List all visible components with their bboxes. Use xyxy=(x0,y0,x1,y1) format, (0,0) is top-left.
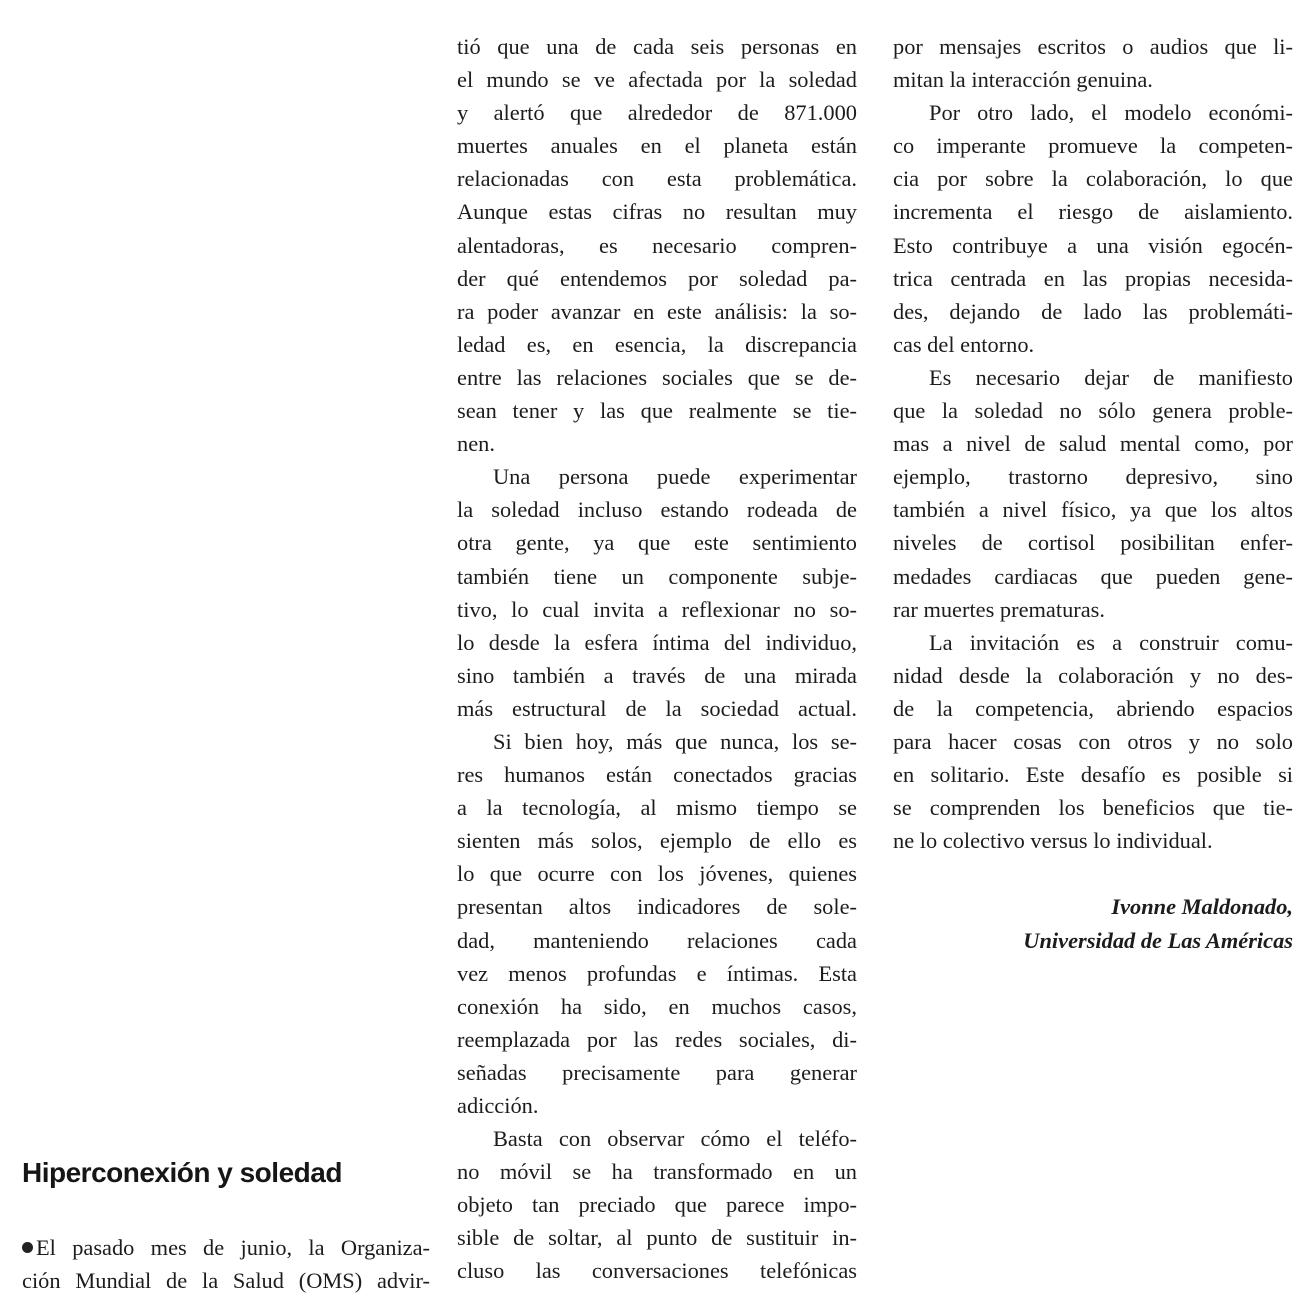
text-line: rar muertes prematuras. xyxy=(893,596,1105,622)
text-line: co imperante promueve la competen- xyxy=(893,133,1293,159)
text-line: por mensajes escritos o audios que li- xyxy=(893,34,1293,59)
text-line: Por otro lado, el modelo económi- xyxy=(929,100,1293,126)
text-line: lo que ocurre con los jóvenes, quienes xyxy=(457,861,857,887)
text-line: des, dejando de lado las problemáti- xyxy=(893,298,1293,324)
right-column xyxy=(893,30,1293,957)
text-line: sible de soltar, al punto de sustituir in- xyxy=(457,1225,857,1251)
middle-column xyxy=(457,30,857,1288)
text-line: que la soledad no sólo genera proble- xyxy=(893,398,1293,424)
intro-line-1: El pasado mes de junio, la Organiza- xyxy=(22,1231,430,1264)
text-line: de la competencia, abriendo espacios xyxy=(893,695,1293,721)
article-headline: Hiperconexión y soledad xyxy=(22,1157,342,1188)
text-line: señadas precisamente para generar xyxy=(457,1059,857,1085)
text-line: ne lo colectivo versus lo individual. xyxy=(893,828,1213,854)
text-line: res humanos están conectados gracias xyxy=(457,762,857,788)
intro-line-2: ción Mundial de la Salud (OMS) advir- xyxy=(22,1268,430,1293)
spacer xyxy=(893,857,1293,890)
text-line: ejemplo, trastorno depresivo, sino xyxy=(893,464,1293,490)
text-line: ra poder avanzar en este análisis: la so- xyxy=(457,298,857,324)
text-line: Si bien hoy, más que nunca, los se- xyxy=(493,728,857,754)
text-line: muertes anuales en el planeta están xyxy=(457,133,857,159)
text-line: para hacer cosas con otros y no solo xyxy=(893,728,1293,754)
bullet-icon xyxy=(22,1242,33,1253)
text-line: cas del entorno. xyxy=(893,331,1035,357)
text-line: dad, manteniendo relaciones cada xyxy=(457,927,857,953)
text-line: más estructural de la sociedad actual. xyxy=(457,695,857,721)
text-line: nen. xyxy=(457,431,495,457)
text-line: Es necesario dejar de manifiesto xyxy=(929,364,1293,390)
text-line: también tiene un componente subje- xyxy=(457,563,857,589)
text-line: reemplazada por las redes sociales, di- xyxy=(457,1026,857,1052)
text-line: Una persona puede experimentar xyxy=(493,464,857,490)
text-line: lo desde la esfera íntima del individuo, xyxy=(457,629,857,655)
text-line: se comprenden los beneficios que tie- xyxy=(893,795,1293,821)
text-line: presentan altos indicadores de sole- xyxy=(457,894,857,920)
text-line: La invitación es a construir comu- xyxy=(929,629,1293,655)
text-line: también a nivel físico, ya que los altos xyxy=(893,497,1293,523)
text-line: medades cardiacas que pueden gene- xyxy=(893,563,1293,589)
text-line: la soledad incluso estando rodeada de xyxy=(457,497,857,523)
text-line: der qué entendemos por soledad pa- xyxy=(457,265,857,291)
text-line: entre las relaciones sociales que se de- xyxy=(457,364,857,390)
text-line: adicción. xyxy=(457,1093,539,1118)
text-line: sean tener y las que realmente se tie- xyxy=(457,398,857,424)
text-line: cia por sobre la colaboración, lo que xyxy=(893,166,1293,192)
text-line: cluso las conversaciones telefónicas xyxy=(457,1258,857,1284)
text-line: ledad es, en esencia, la discrepancia xyxy=(457,331,857,357)
text-line: tivo, lo cual invita a reflexionar no so- xyxy=(457,596,857,622)
text-line: no móvil se ha transformado en un xyxy=(457,1159,857,1185)
text-line: tió que una de cada seis personas en xyxy=(457,34,857,59)
text-line: el mundo se ve afectada por la soledad xyxy=(457,67,857,93)
text-line: relacionadas con esta problemática. xyxy=(457,166,857,192)
text-line: y alertó que alrededor de 871.000 xyxy=(457,100,857,126)
text-line: objeto tan preciado que parece impo- xyxy=(457,1192,857,1218)
text-line: alentadoras, es necesario compren- xyxy=(457,232,857,258)
text-line: mas a nivel de salud mental como, por xyxy=(893,431,1293,457)
text-line: nidad desde la colaboración y no des- xyxy=(893,662,1293,688)
text-line: trica centrada en las propias necesida- xyxy=(893,265,1293,291)
text-line: mitan la interacción genuina. xyxy=(893,67,1153,93)
text-line: sienten más solos, ejemplo de ello es xyxy=(457,828,857,854)
text-line: Basta con observar cómo el teléfo- xyxy=(493,1126,857,1152)
signature-name: Ivonne Maldonado, xyxy=(1111,894,1293,920)
text-line: conexión ha sido, en muchos casos, xyxy=(457,993,857,1019)
text-line: vez menos profundas e íntimas. Esta xyxy=(457,960,857,986)
text-line: sino también a través de una mirada xyxy=(457,662,857,688)
text-line: incrementa el riesgo de aislamiento. xyxy=(893,199,1293,225)
text-line: Esto contribuye a una visión egocén- xyxy=(893,232,1293,258)
text-line: a la tecnología, al mismo tiempo se xyxy=(457,795,857,821)
text-line: Aunque estas cifras no resultan muy xyxy=(457,199,857,225)
left-column xyxy=(22,0,430,1311)
signature-affiliation: Universidad de Las Américas xyxy=(1023,927,1293,953)
text-line: en solitario. Este desafío es posible si xyxy=(893,762,1293,788)
text-line: otra gente, ya que este sentimiento xyxy=(457,530,857,556)
text-line: niveles de cortisol posibilitan enfer- xyxy=(893,530,1293,556)
